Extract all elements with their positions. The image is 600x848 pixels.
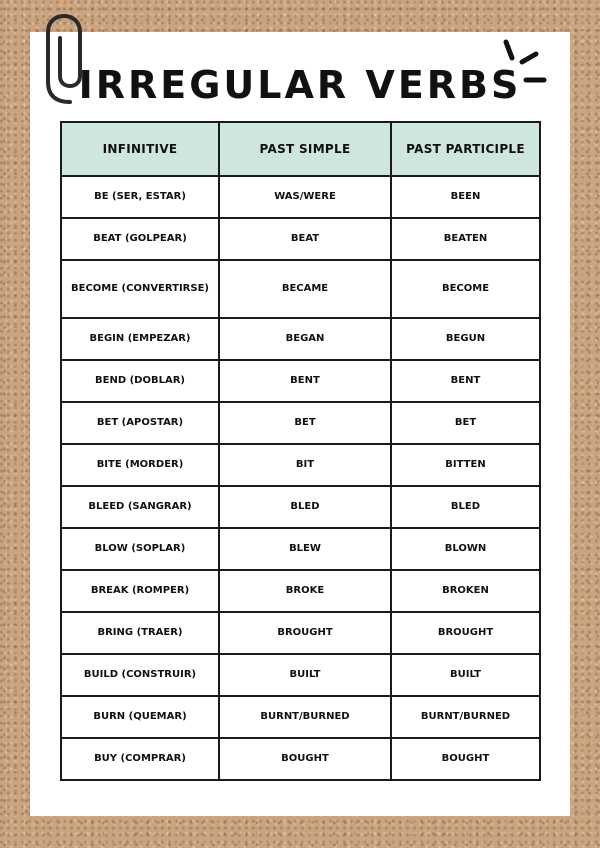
past-simple-cell: BURNT/BURNED — [219, 696, 391, 738]
past-simple-cell: BLEW — [219, 528, 391, 570]
past-simple-cell: BECAME — [219, 260, 391, 318]
table-row — [61, 318, 540, 360]
infinitive-cell: BREAK (ROMPER) — [61, 570, 219, 612]
past-participle-cell: BROKEN — [391, 570, 540, 612]
infinitive-cell: BLEED (SANGRAR) — [61, 486, 219, 528]
column-header-past-simple: PAST SIMPLE — [219, 122, 391, 176]
table-row — [61, 612, 540, 654]
infinitive-cell: BET (APOSTAR) — [61, 402, 219, 444]
infinitive-cell: BITE (MORDER) — [61, 444, 219, 486]
infinitive-cell: BEND (DOBLAR) — [61, 360, 219, 402]
past-participle-cell: BLED — [391, 486, 540, 528]
table-row — [61, 738, 540, 780]
page-title: IRREGULAR VERBS — [78, 63, 522, 107]
past-simple-cell: BUILT — [219, 654, 391, 696]
past-participle-cell: BITTEN — [391, 444, 540, 486]
past-simple-cell: BLED — [219, 486, 391, 528]
infinitive-cell: BUY (COMPRAR) — [61, 738, 219, 780]
irregular-verbs-table — [60, 121, 541, 781]
past-simple-cell: BEAT — [219, 218, 391, 260]
table-row — [61, 486, 540, 528]
infinitive-cell: BRING (TRAER) — [61, 612, 219, 654]
past-participle-cell: BEEN — [391, 176, 540, 218]
past-participle-cell: BECOME — [391, 260, 540, 318]
past-participle-cell: BENT — [391, 360, 540, 402]
infinitive-cell: BEGIN (EMPEZAR) — [61, 318, 219, 360]
past-participle-cell: BET — [391, 402, 540, 444]
past-participle-cell: BOUGHT — [391, 738, 540, 780]
past-simple-cell: BEGAN — [219, 318, 391, 360]
table-header-row — [61, 122, 540, 176]
table-row — [61, 218, 540, 260]
past-simple-cell: BOUGHT — [219, 738, 391, 780]
table-row — [61, 444, 540, 486]
past-participle-cell: BEGUN — [391, 318, 540, 360]
past-simple-cell: BET — [219, 402, 391, 444]
past-participle-cell: BUILT — [391, 654, 540, 696]
column-header-infinitive: INFINITIVE — [61, 122, 219, 176]
past-simple-cell: BROUGHT — [219, 612, 391, 654]
table-row — [61, 696, 540, 738]
infinitive-cell: BURN (QUEMAR) — [61, 696, 219, 738]
column-header-past-participle: PAST PARTICIPLE — [391, 122, 540, 176]
past-simple-cell: BENT — [219, 360, 391, 402]
table-row — [61, 402, 540, 444]
table-row — [61, 654, 540, 696]
past-simple-cell: BROKE — [219, 570, 391, 612]
infinitive-cell: BLOW (SOPLAR) — [61, 528, 219, 570]
past-participle-cell: BEATEN — [391, 218, 540, 260]
past-simple-cell: BIT — [219, 444, 391, 486]
table-row — [61, 260, 540, 318]
past-participle-cell: BLOWN — [391, 528, 540, 570]
table-row — [61, 570, 540, 612]
table-row — [61, 360, 540, 402]
past-simple-cell: WAS/WERE — [219, 176, 391, 218]
infinitive-cell: BECOME (CONVERTIRSE) — [61, 260, 219, 318]
table-row — [61, 176, 540, 218]
past-participle-cell: BURNT/BURNED — [391, 696, 540, 738]
infinitive-cell: BEAT (GOLPEAR) — [61, 218, 219, 260]
past-participle-cell: BROUGHT — [391, 612, 540, 654]
infinitive-cell: BE (SER, ESTAR) — [61, 176, 219, 218]
infinitive-cell: BUILD (CONSTRUIR) — [61, 654, 219, 696]
table-row — [61, 528, 540, 570]
